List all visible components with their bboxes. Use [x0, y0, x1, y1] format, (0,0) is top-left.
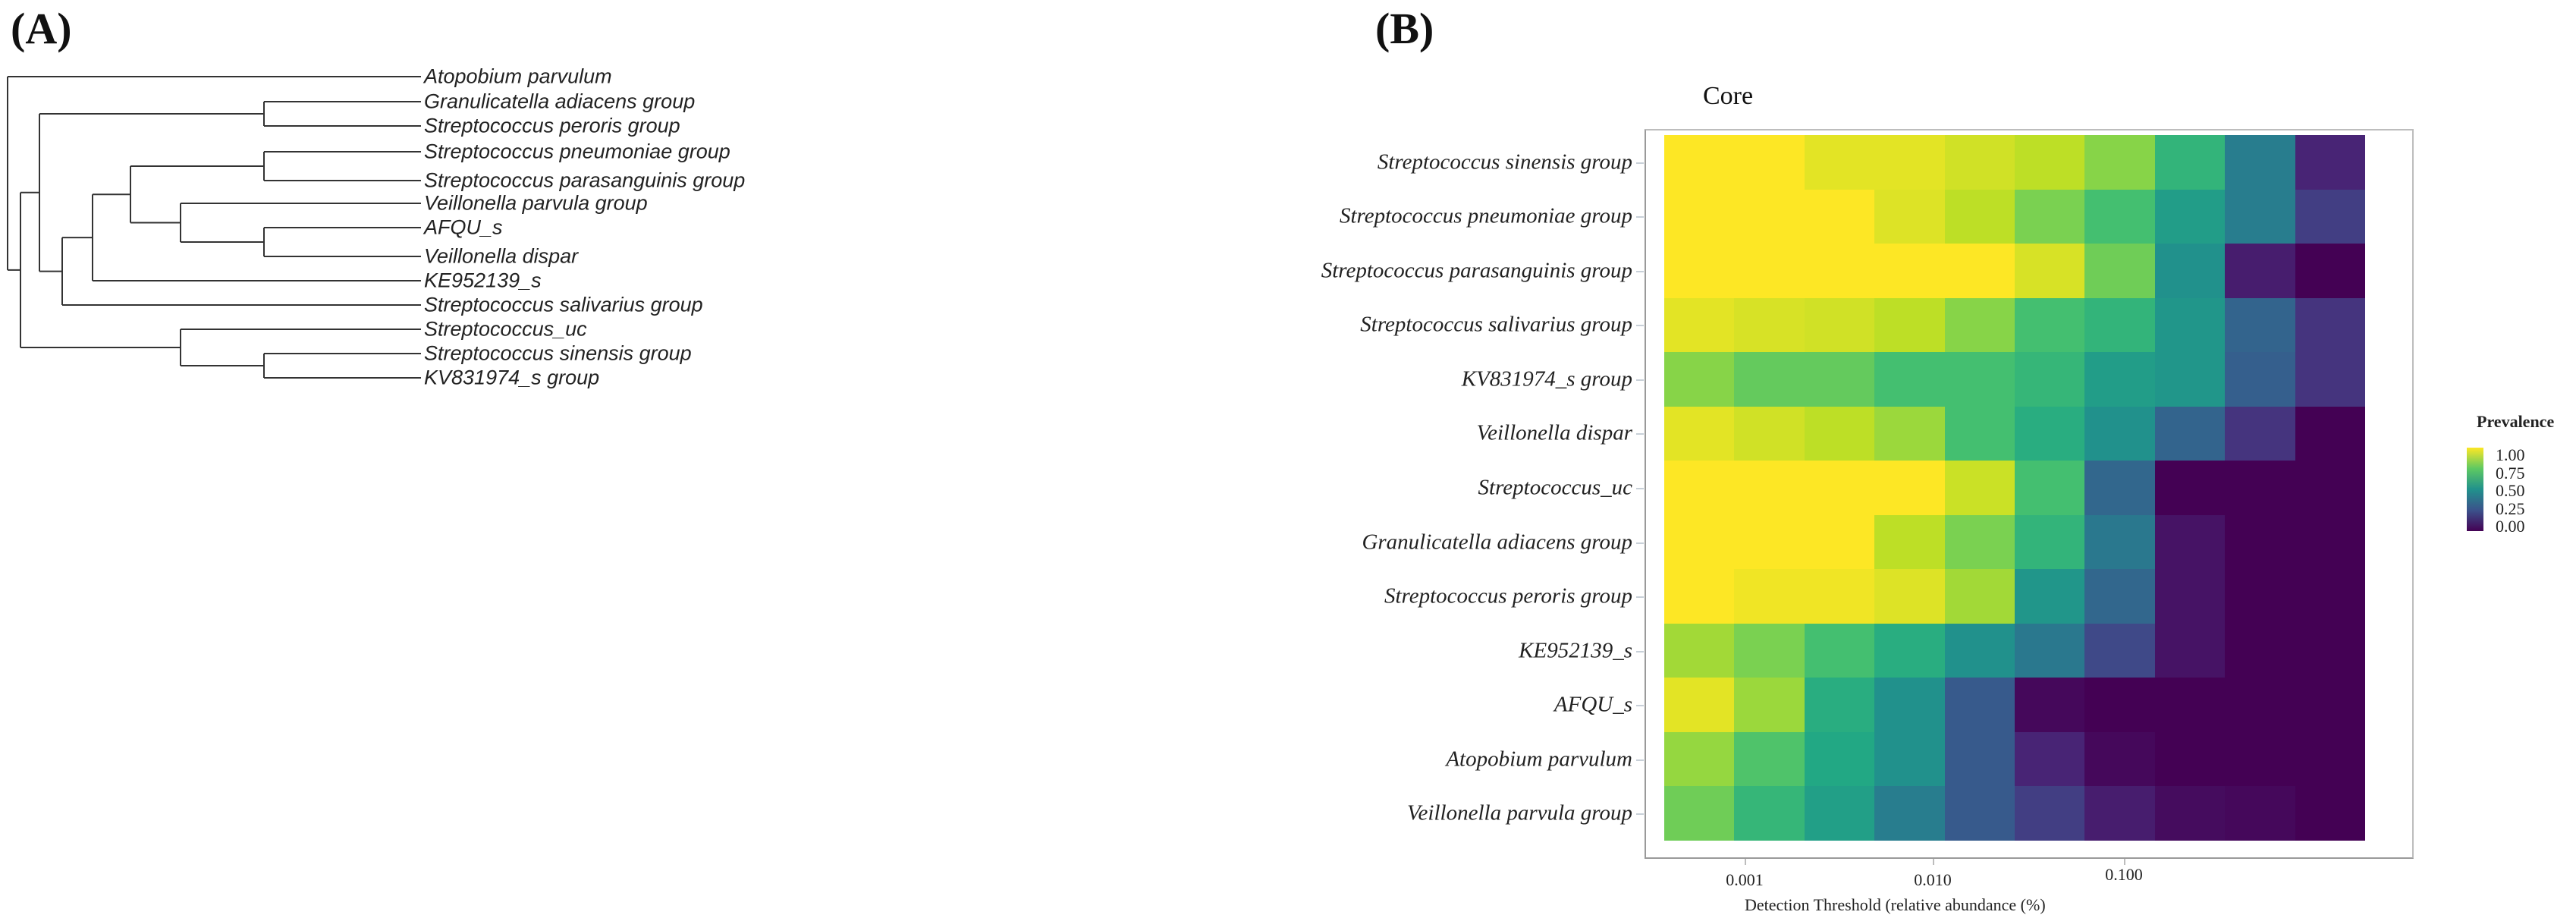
y-tick: [1636, 433, 1644, 435]
heatmap-cell: [1734, 244, 1804, 298]
heatmap-cell: [2225, 786, 2295, 841]
heatmap-row-label: Atopobium parvulum: [1446, 747, 1632, 772]
heatmap-cell: [2155, 244, 2225, 298]
heatmap-cell: [1664, 244, 1734, 298]
dendrogram-leaf-label: Streptococcus peroris group: [424, 114, 680, 137]
heatmap-cell: [2084, 569, 2154, 624]
heatmap-cell: [1734, 732, 1804, 787]
heatmap-cell: [2015, 190, 2084, 244]
heatmap-cell: [1664, 569, 1734, 624]
heatmap-cell: [1945, 407, 2015, 461]
heatmap-cell: [2084, 461, 2154, 515]
heatmap-cell: [1874, 624, 1944, 678]
heatmap-cell: [1805, 407, 1874, 461]
y-tick: [1636, 488, 1644, 489]
heatmap-cell: [1805, 515, 1874, 570]
heatmap-cell: [2155, 461, 2225, 515]
heatmap-cell: [2155, 298, 2225, 353]
heatmap-cell: [2015, 298, 2084, 353]
heatmap-cell: [1874, 298, 1944, 353]
heatmap-row-label: Streptococcus parasanguinis group: [1321, 258, 1632, 283]
heatmap-cell: [1805, 569, 1874, 624]
dendrogram-leaf-label: Streptococcus sinensis group: [424, 341, 692, 365]
heatmap-cell: [2295, 244, 2365, 298]
heatmap-cell: [2015, 461, 2084, 515]
heatmap-cell: [2295, 190, 2365, 244]
heatmap-cell: [1805, 461, 1874, 515]
heatmap-cell: [1805, 732, 1874, 787]
heatmap-cell: [2225, 678, 2295, 732]
x-tick-label: 0.010: [1914, 870, 1952, 889]
heatmap-cell: [1805, 678, 1874, 732]
x-tick: [1933, 859, 1934, 865]
heatmap-cell: [2225, 461, 2295, 515]
heatmap-cell: [2015, 786, 2084, 841]
heatmap-cell: [2295, 786, 2365, 841]
heatmap-row-label: KV831974_s group: [1461, 366, 1632, 391]
heatmap-cell: [1664, 624, 1734, 678]
heatmap-cell: [2084, 407, 2154, 461]
heatmap-cell: [1664, 678, 1734, 732]
heatmap-cell: [1734, 135, 1804, 190]
y-tick: [1636, 216, 1644, 218]
heatmap-cell: [1945, 461, 2015, 515]
heatmap-cell: [1805, 190, 1874, 244]
heatmap-cell: [2015, 407, 2084, 461]
heatmap-cell: [1874, 515, 1944, 570]
heatmap-cell: [2155, 190, 2225, 244]
heatmap-cell: [1805, 624, 1874, 678]
heatmap-cell: [2084, 190, 2154, 244]
heatmap-cell: [2225, 515, 2295, 570]
heatmap-cell: [2225, 407, 2295, 461]
heatmap-cell: [1874, 786, 1944, 841]
heatmap-row-label: Veillonella parvula group: [1407, 800, 1632, 825]
heatmap-cell: [1874, 461, 1944, 515]
heatmap-cell: [1734, 190, 1804, 244]
y-tick: [1636, 651, 1644, 652]
heatmap-cell: [1734, 298, 1804, 353]
heatmap-cell: [1664, 407, 1734, 461]
heatmap-cell: [2225, 190, 2295, 244]
heatmap-title: Core: [1703, 82, 1754, 110]
heatmap-cell: [2295, 732, 2365, 787]
heatmap-cell: [1874, 732, 1944, 787]
y-tick: [1636, 759, 1644, 761]
heatmap-cell: [2155, 732, 2225, 787]
dendrogram-leaf-label: KE952139_s: [424, 269, 542, 292]
heatmap-cell: [1945, 352, 2015, 407]
heatmap-cell: [1945, 135, 2015, 190]
legend-tick-label: 0.25: [2496, 498, 2525, 518]
heatmap-cell: [1874, 569, 1944, 624]
dendrogram-leaf-label: Streptococcus_uc: [424, 317, 587, 341]
heatmap-cell: [2015, 352, 2084, 407]
legend-tick-label: 0.75: [2496, 463, 2525, 483]
y-tick: [1636, 162, 1644, 164]
heatmap-cell: [2225, 244, 2295, 298]
heatmap-cell: [1945, 678, 2015, 732]
heatmap-cell: [1874, 678, 1944, 732]
dendrogram-leaf-label: AFQU_s: [424, 215, 503, 239]
heatmap-cell: [2155, 786, 2225, 841]
heatmap-cell: [1945, 732, 2015, 787]
heatmap-cell: [2225, 624, 2295, 678]
heatmap-cell: [2015, 569, 2084, 624]
heatmap-cell: [2225, 352, 2295, 407]
legend-tick-label: 1.00: [2496, 445, 2525, 464]
y-tick: [1636, 379, 1644, 381]
panel-b-label: (B): [1375, 4, 1434, 53]
heatmap-cell: [1734, 678, 1804, 732]
heatmap-cell: [2295, 678, 2365, 732]
heatmap-cell: [2084, 624, 2154, 678]
heatmap-cell: [2295, 298, 2365, 353]
heatmap-cell: [2295, 135, 2365, 190]
heatmap-cell: [2295, 569, 2365, 624]
heatmap-cell: [2295, 624, 2365, 678]
heatmap-cell: [1874, 407, 1944, 461]
heatmap-row-label: Granulicatella adiacens group: [1362, 530, 1632, 555]
legend-title: Prevalence: [2477, 412, 2555, 431]
legend-colorbar: [2467, 448, 2483, 531]
x-tick: [2124, 859, 2125, 865]
heatmap-cell: [1805, 786, 1874, 841]
heatmap-cell: [1664, 190, 1734, 244]
heatmap-cell: [2084, 298, 2154, 353]
heatmap-cell: [1874, 244, 1944, 298]
heatmap-cell: [1734, 569, 1804, 624]
heatmap-cell: [2015, 135, 2084, 190]
y-tick: [1636, 271, 1644, 272]
heatmap-cell: [2084, 352, 2154, 407]
heatmap-cell: [1805, 244, 1874, 298]
heatmap-cell: [2225, 569, 2295, 624]
heatmap-cell: [2015, 515, 2084, 570]
x-tick: [1745, 859, 1746, 865]
heatmap-cell: [1734, 515, 1804, 570]
y-tick: [1636, 325, 1644, 326]
heatmap-cell: [1945, 786, 2015, 841]
y-tick: [1636, 705, 1644, 706]
heatmap-grid: [1664, 135, 2365, 841]
heatmap-cell: [1734, 786, 1804, 841]
heatmap-cell: [1805, 352, 1874, 407]
dendrogram-leaf-label: Veillonella dispar: [424, 244, 579, 268]
heatmap-row-label: Streptococcus pneumoniae group: [1339, 203, 1632, 228]
heatmap-cell: [1945, 298, 2015, 353]
heatmap-cell: [2225, 135, 2295, 190]
heatmap-cell: [2295, 352, 2365, 407]
heatmap-cell: [2155, 352, 2225, 407]
heatmap-cell: [2155, 407, 2225, 461]
x-axis-title: Detection Threshold (relative abundance (%): [1745, 895, 2046, 914]
heatmap-cell: [1945, 624, 2015, 678]
heatmap-row-label: Streptococcus peroris group: [1384, 583, 1632, 608]
legend-tick-label: 0.00: [2496, 517, 2525, 536]
heatmap-cell: [2155, 135, 2225, 190]
heatmap-cell: [2084, 678, 2154, 732]
heatmap-cell: [1874, 135, 1944, 190]
heatmap-cell: [1734, 461, 1804, 515]
heatmap-cell: [2155, 678, 2225, 732]
heatmap-cell: [2084, 786, 2154, 841]
heatmap-cell: [1805, 298, 1874, 353]
heatmap-cell: [2015, 678, 2084, 732]
heatmap-cell: [2084, 732, 2154, 787]
heatmap-cell: [1664, 786, 1734, 841]
heatmap-cell: [1734, 352, 1804, 407]
dendrogram-leaf-label: KV831974_s group: [424, 366, 600, 389]
heatmap-cell: [2295, 461, 2365, 515]
heatmap-cell: [2155, 624, 2225, 678]
x-tick-label: 0.100: [2105, 865, 2143, 884]
heatmap-cell: [1664, 461, 1734, 515]
heatmap-cell: [1874, 190, 1944, 244]
heatmap-cell: [1664, 515, 1734, 570]
heatmap-cell: [2015, 244, 2084, 298]
heatmap-cell: [2295, 407, 2365, 461]
heatmap-row-label: AFQU_s: [1553, 692, 1632, 717]
heatmap-cell: [1734, 624, 1804, 678]
heatmap-cell: [1945, 569, 2015, 624]
heatmap-cell: [2155, 569, 2225, 624]
y-tick: [1636, 813, 1644, 815]
heatmap-row-label: KE952139_s: [1519, 638, 1632, 663]
heatmap-cell: [1664, 352, 1734, 407]
dendrogram-leaf-label: Streptococcus parasanguinis group: [424, 168, 746, 192]
heatmap-row-label: Veillonella dispar: [1476, 420, 1632, 445]
dendrogram-leaf-label: Veillonella parvula group: [424, 191, 648, 215]
y-tick: [1636, 596, 1644, 598]
heatmap-cell: [1945, 190, 2015, 244]
heatmap-cell: [2084, 244, 2154, 298]
dendrogram-leaf-label: Atopobium parvulum: [424, 64, 612, 88]
panel-a-label: (A): [11, 4, 72, 53]
x-tick-label: 0.001: [1726, 870, 1764, 889]
heatmap-cell: [1664, 298, 1734, 353]
heatmap-cell: [2084, 135, 2154, 190]
heatmap-cell: [2225, 298, 2295, 353]
heatmap-cell: [2295, 515, 2365, 570]
heatmap-cell: [2015, 624, 2084, 678]
heatmap-cell: [1734, 407, 1804, 461]
legend-tick-label: 0.50: [2496, 481, 2525, 500]
y-tick: [1636, 542, 1644, 544]
heatmap-cell: [1874, 352, 1944, 407]
heatmap-cell: [2084, 515, 2154, 570]
heatmap-row-label: Streptococcus sinensis group: [1377, 149, 1632, 175]
heatmap-row-label: Streptococcus salivarius group: [1360, 312, 1632, 337]
dendrogram-leaf-label: Streptococcus salivarius group: [424, 293, 703, 316]
heatmap-row-label: Streptococcus_uc: [1478, 475, 1632, 500]
dendrogram-leaf-label: Granulicatella adiacens group: [424, 90, 696, 113]
dendrogram-leaf-label: Streptococcus pneumoniae group: [424, 140, 730, 163]
heatmap-cell: [2015, 732, 2084, 787]
heatmap-cell: [1805, 135, 1874, 190]
heatmap-cell: [1945, 515, 2015, 570]
heatmap-cell: [1664, 732, 1734, 787]
heatmap-cell: [1664, 135, 1734, 190]
heatmap-cell: [2155, 515, 2225, 570]
heatmap-cell: [1945, 244, 2015, 298]
heatmap-cell: [2225, 732, 2295, 787]
